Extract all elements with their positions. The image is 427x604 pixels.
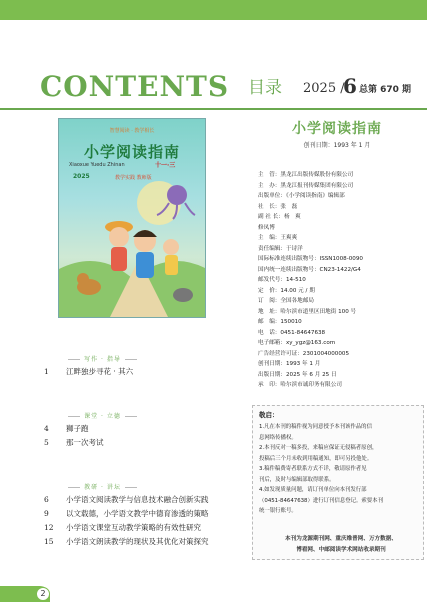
masthead-row [258, 265, 427, 275]
masthead-title: 小学阅读指南 [292, 121, 382, 137]
masthead-row [258, 181, 427, 191]
toc-item[interactable] [44, 508, 224, 520]
top-color-bar [0, 0, 427, 20]
masthead-row-value: 150010 [280, 319, 302, 325]
masthead-row-value: 王爽爽 [280, 235, 298, 241]
notice-line: 投稿后三个月未收到用稿通知，即可另投他处。 [259, 455, 373, 462]
masthead-row-value: ISSN1008-0090 [319, 256, 363, 262]
masthead-row [258, 170, 427, 180]
cover-grade: 教学实践 教师版 [115, 175, 152, 181]
masthead-row [258, 370, 427, 380]
notice-footer-line: 本刊为龙源期刊网、重庆维普网、万方数据、 [285, 536, 397, 542]
notice-line: 刊后，及时与编辑部取得联系。 [259, 476, 335, 483]
masthead-row [258, 202, 427, 212]
masthead-row [258, 286, 427, 296]
toc-item-page: 4 [44, 424, 49, 433]
masthead-row [258, 275, 427, 285]
toc-item-title: 那一次考试 [66, 438, 104, 447]
masthead-row [258, 212, 427, 222]
toc-section-label: 课堂 · 立德 [0, 411, 205, 420]
masthead-row-label: 定 价： [258, 287, 281, 294]
masthead-row [258, 338, 427, 348]
masthead-row-value: 张 磊 [280, 203, 298, 210]
masthead-row [258, 328, 427, 338]
page-number-badge [0, 582, 55, 604]
toc-section-label: 写作 · 指导 [0, 354, 205, 363]
masthead-row-label: 主 管： [258, 172, 281, 178]
masthead-row-value: 哈尔滨市诚印务有限公司 [280, 382, 342, 388]
masthead-row-value: 全国各地邮局 [280, 298, 314, 304]
toc-item-title: 小学语文课堂互动教学策略的有效性研究 [66, 523, 201, 532]
masthead-row-label: 订 阅： [258, 298, 281, 304]
masthead-row-label: 出版日期： [258, 371, 286, 378]
masthead-row [258, 380, 427, 390]
masthead-row-value: 2301004000005 [302, 350, 350, 357]
cover-year: 2025 [73, 173, 90, 180]
toc-item[interactable] [44, 437, 224, 449]
masthead-row-value: 0451-84647638 [280, 329, 326, 336]
masthead-row-label: 电子邮箱： [258, 340, 286, 346]
masthead-row-value: 黑龙江出版传媒股份有限公司 [280, 172, 354, 178]
toc-item-title: 小学语文阅读教学与信息技术融合创新实践 [66, 495, 209, 504]
masthead-row-value: 1993 年 1 月 [285, 361, 321, 367]
toc-item-page: 15 [44, 537, 54, 546]
cover-pinyin: Xiaoxue Yuedu Zhinan [69, 162, 125, 168]
header-divider [0, 108, 427, 110]
toc-item-title: 狮子跑 [66, 424, 89, 433]
masthead-row-label: 承 印： [258, 382, 281, 388]
issue-number: 6 [343, 74, 357, 98]
masthead-row [258, 317, 427, 327]
toc-item[interactable] [44, 494, 224, 506]
notice-box [252, 405, 424, 560]
masthead-row-value: 杨 爽 [283, 214, 301, 220]
masthead-row-label: 社 长： [258, 203, 281, 210]
masthead-row [258, 254, 427, 264]
notice-line: 统一银行账号。 [259, 508, 297, 514]
toc-item-page: 5 [44, 438, 49, 447]
notice-line: 4.如发现质量问题，请订刊单位向本刊发行部 [259, 487, 367, 493]
masthead-row-value: 修凤博 [258, 224, 275, 231]
cover-badge: 十一·三 [155, 162, 176, 169]
masthead-row-label: 国际标准连续出版物号： [258, 256, 320, 262]
masthead-row-label: 责任编辑： [258, 245, 286, 252]
masthead-row [258, 191, 427, 201]
masthead-row [258, 307, 427, 317]
masthead-row-value: 《小学阅读指南》编辑部 [285, 193, 345, 199]
masthead-row-value: xy_ygz@163.com [285, 340, 336, 346]
toc-item-title: 以文载德，小学语文教学中德育渗透的策略 [66, 509, 209, 518]
masthead-row-label: 邮 编： [258, 319, 281, 325]
cover-illustration [59, 119, 206, 318]
toc-item-page: 6 [44, 495, 49, 504]
masthead-row-label: 国内统一连续出版物号： [258, 266, 320, 273]
notice-line: （0451-84647638）进行订刊信息登记。索要本刊 [259, 497, 383, 504]
notice-line: 3.稿件稿费寄者联系方式不详，敬请原作者见 [259, 466, 367, 472]
masthead-row [258, 296, 427, 306]
masthead-row-label: 副 社 长： [258, 214, 284, 220]
masthead-row-value: 14-510 [285, 277, 306, 283]
masthead-row-label: 邮发代号： [258, 277, 286, 283]
toc-item-page: 12 [44, 523, 54, 532]
mulu-heading: 目录 [248, 78, 282, 98]
issue-total: 总第 670 期 [359, 85, 412, 95]
masthead-row [258, 244, 427, 254]
masthead-row-label: 地 址： [258, 308, 281, 315]
cover-image [58, 118, 206, 318]
toc-item[interactable] [44, 522, 224, 534]
toc-item[interactable] [44, 536, 224, 548]
masthead-row-value: 于诗洋 [285, 245, 303, 252]
toc-item-page: 1 [44, 367, 49, 376]
masthead-row-value: 2025 年 6 月 25 日 [285, 371, 337, 378]
notice-line: 息网络传播权。 [259, 434, 297, 441]
toc-section-label: 教研 · 讲坛 [0, 482, 205, 491]
masthead-row-value: 哈尔滨市道里区田地街 100 号 [280, 308, 357, 315]
masthead-row-label: 出版单位： [258, 193, 286, 199]
masthead-row-value: 14.00 元 / 期 [280, 287, 315, 294]
masthead-row-label: 广告经营许可证： [258, 350, 303, 357]
toc-item-title: 江畔独步寻花 · 其六 [66, 367, 134, 376]
masthead-row [258, 223, 427, 233]
issue-year: 2025 / [303, 81, 345, 96]
masthead-row [258, 359, 427, 369]
cover-title: 小学阅读指南 [83, 143, 180, 161]
toc-item-title: 小学语文朗读教学的现状及其优化对策探究 [66, 537, 209, 546]
notice-footer-line: 博看网、中邮阅读学术网站收录期刊 [296, 546, 386, 553]
masthead-row-label: 电 话： [258, 329, 281, 336]
notice-line: 2.本刊反对一稿多投，来稿应保证无侵稿者原创， [259, 445, 378, 451]
toc-item-page: 9 [44, 509, 49, 518]
contents-heading: CONTENTS [40, 70, 230, 103]
masthead-row-label: 主 编： [258, 235, 281, 241]
toc-item[interactable] [44, 423, 224, 435]
notice-line: 1.凡在本刊的稿件视为同意授予本刊该作品的信 [259, 424, 372, 430]
page-header [40, 72, 420, 102]
masthead-founded: 创刊日期：1993 年 1 月 [303, 142, 371, 149]
masthead-row [258, 349, 427, 359]
masthead-row-value: 黑龙江报刊传媒集团有限公司 [280, 182, 354, 189]
masthead-row-label: 主 办： [258, 182, 281, 189]
masthead-row-label: 创刊日期： [258, 361, 286, 367]
notice-title: 敬启： [259, 411, 279, 419]
masthead-row-value: CN23-1422/G4 [319, 266, 361, 273]
page-number: 2 [36, 587, 50, 601]
cover-slogan: 智慧阅读 · 教学相长 [109, 128, 155, 134]
toc-item[interactable] [44, 366, 224, 378]
masthead-row [258, 233, 427, 243]
